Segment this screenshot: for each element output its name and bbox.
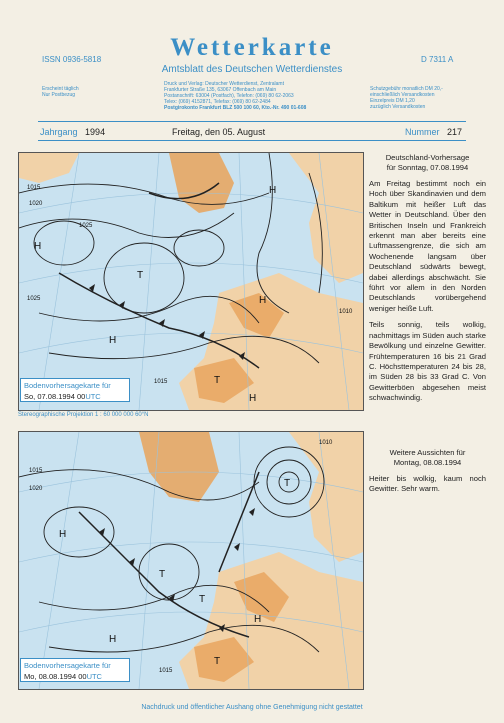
forecast-heading-date: für Sonntag, 07.08.1994 <box>386 163 469 172</box>
map-graphic <box>19 153 363 410</box>
low-pressure-label: T <box>284 478 291 489</box>
isobar-label: 1010 <box>339 309 353 315</box>
outlook-heading-date: Montag, 08.08.1994 <box>393 458 462 467</box>
publication-title: Wetterkarte <box>170 34 334 61</box>
high-pressure-label: H <box>259 295 267 306</box>
forecast-paragraph: Teils sonnig, teils wolkig, nachmittags im Süden auch starke Bewölkung und einzelne Gewitter. Frühtemperaturen 16 bis 21 Grad C. Höchsttemperaturen 24 bis 28, im Süden 28 bis 33 Grad C. Von Gewitterböen abgesehen meist schwachwindig. <box>369 320 486 403</box>
low-pressure-label: T <box>199 594 206 605</box>
footer-notice: Nachdruck und öffentlicher Aushang ohne Genehmigung nicht gestattet <box>141 704 363 711</box>
high-pressure-label: H <box>34 241 42 252</box>
isobar-label: 1025 <box>79 223 93 229</box>
left-note-line: Nur Postbezug <box>42 92 76 98</box>
forecast-map-monday <box>18 431 364 690</box>
isobar-label: 1015 <box>154 379 168 385</box>
price-line: einschließlich Versandkosten <box>370 92 435 98</box>
low-pressure-label: T <box>159 569 166 580</box>
header-rule-bottom <box>38 140 466 141</box>
header-rule-top <box>38 121 466 122</box>
publisher-line: Postanschrift: 63004 (Postfach), Telefon: (069) 80 62-2063 <box>164 93 294 99</box>
map-caption-sunday <box>20 378 130 402</box>
low-pressure-label: T <box>137 270 144 281</box>
left-note <box>42 86 79 98</box>
forecast-column <box>369 153 486 410</box>
low-pressure-label: T <box>214 656 221 667</box>
projection-note: Stereographische Projektion 1 : 60 000 000 60°N <box>18 412 149 418</box>
forecast-map-sunday <box>18 152 364 411</box>
isobar-label: 1020 <box>29 201 43 207</box>
issue-date: Freitag, den 05. August <box>172 127 266 137</box>
number-value: 217 <box>447 127 463 137</box>
price-line: zuzüglich Versandkosten <box>370 104 426 110</box>
high-pressure-label: H <box>109 335 117 346</box>
forecast-heading: Deutschland-Vorhersage <box>385 153 470 162</box>
forecast-paragraph: Am Freitag bestimmt noch ein Hoch über Skandinavien und dem Baltikum mit heißer Luft das Wetter in Deutschland. Über den Britischen Inseln und Frankreich erkennt man aber bereits eine Luftmassengrenze, die sich am Wochenende langsam über Deutschland südwärts bewegt, dabei allerdings abschwächt. Sie führt vor allem in den Norden Deutschlands vorübergehend weniger heiße Luft. <box>369 179 486 313</box>
publisher-line: Frankfurter Straße 135, 63067 Offenbach am Main <box>164 87 277 93</box>
high-pressure-label: H <box>59 529 67 540</box>
caption-title: Bodenvorhersagekarte für <box>24 381 111 390</box>
high-pressure-label: H <box>269 185 277 196</box>
isobar-label: 1015 <box>159 668 173 674</box>
publisher-block <box>164 81 344 111</box>
isobar-label: 1015 <box>27 185 41 191</box>
left-note-line: Erscheint täglich <box>42 86 79 92</box>
publisher-line: Postgirokonto Frankfurt BLZ 500 100 60, Kto.-Nr. 490 01-608 <box>164 105 307 111</box>
map-graphic <box>19 432 363 689</box>
publisher-line: Telex: (069) 4152871, Telefax: (069) 80 62-2484 <box>164 99 271 105</box>
document-number: D 7311 A <box>421 55 454 64</box>
caption-utc: UTC <box>85 392 101 401</box>
map-caption-monday <box>20 658 130 682</box>
price-line: Schutzgebühr monatlich DM 20,- <box>370 86 443 92</box>
high-pressure-label: H <box>109 634 117 645</box>
price-line: Einzelpreis DM 1,20 <box>370 98 415 104</box>
caption-date: Mo, 08.08.1994 00 <box>24 672 87 681</box>
publisher-line: Druck und Verlag: Deutscher Wetterdienst, Zentralamt <box>164 81 284 87</box>
year-label: Jahrgang <box>40 127 78 137</box>
high-pressure-label: H <box>254 614 262 625</box>
issn-number: ISSN 0936-5818 <box>42 55 102 64</box>
issue-year <box>40 127 105 137</box>
number-label: Nummer <box>405 127 440 137</box>
isobar-label: 1020 <box>29 486 43 492</box>
caption-date: So, 07.08.1994 00 <box>24 392 86 401</box>
isobar-label: 1015 <box>29 468 43 474</box>
caption-title: Bodenvorhersagekarte für <box>24 661 111 670</box>
outlook-heading: Weitere Aussichten für <box>389 448 466 457</box>
outlook-column <box>369 448 486 501</box>
price-note <box>370 86 480 110</box>
caption-utc: UTC <box>86 672 102 681</box>
outlook-paragraph: Heiter bis wolkig, kaum noch Gewitter. Sehr warm. <box>369 474 486 494</box>
low-pressure-label: T <box>214 375 221 386</box>
isobar-label: 1025 <box>27 296 41 302</box>
high-pressure-label: H <box>249 393 257 404</box>
issue-number <box>405 127 462 137</box>
year-value: 1994 <box>85 127 106 137</box>
isobar-label: 1010 <box>319 440 333 446</box>
publication-subtitle: Amtsblatt des Deutschen Wetterdienstes <box>161 64 343 75</box>
